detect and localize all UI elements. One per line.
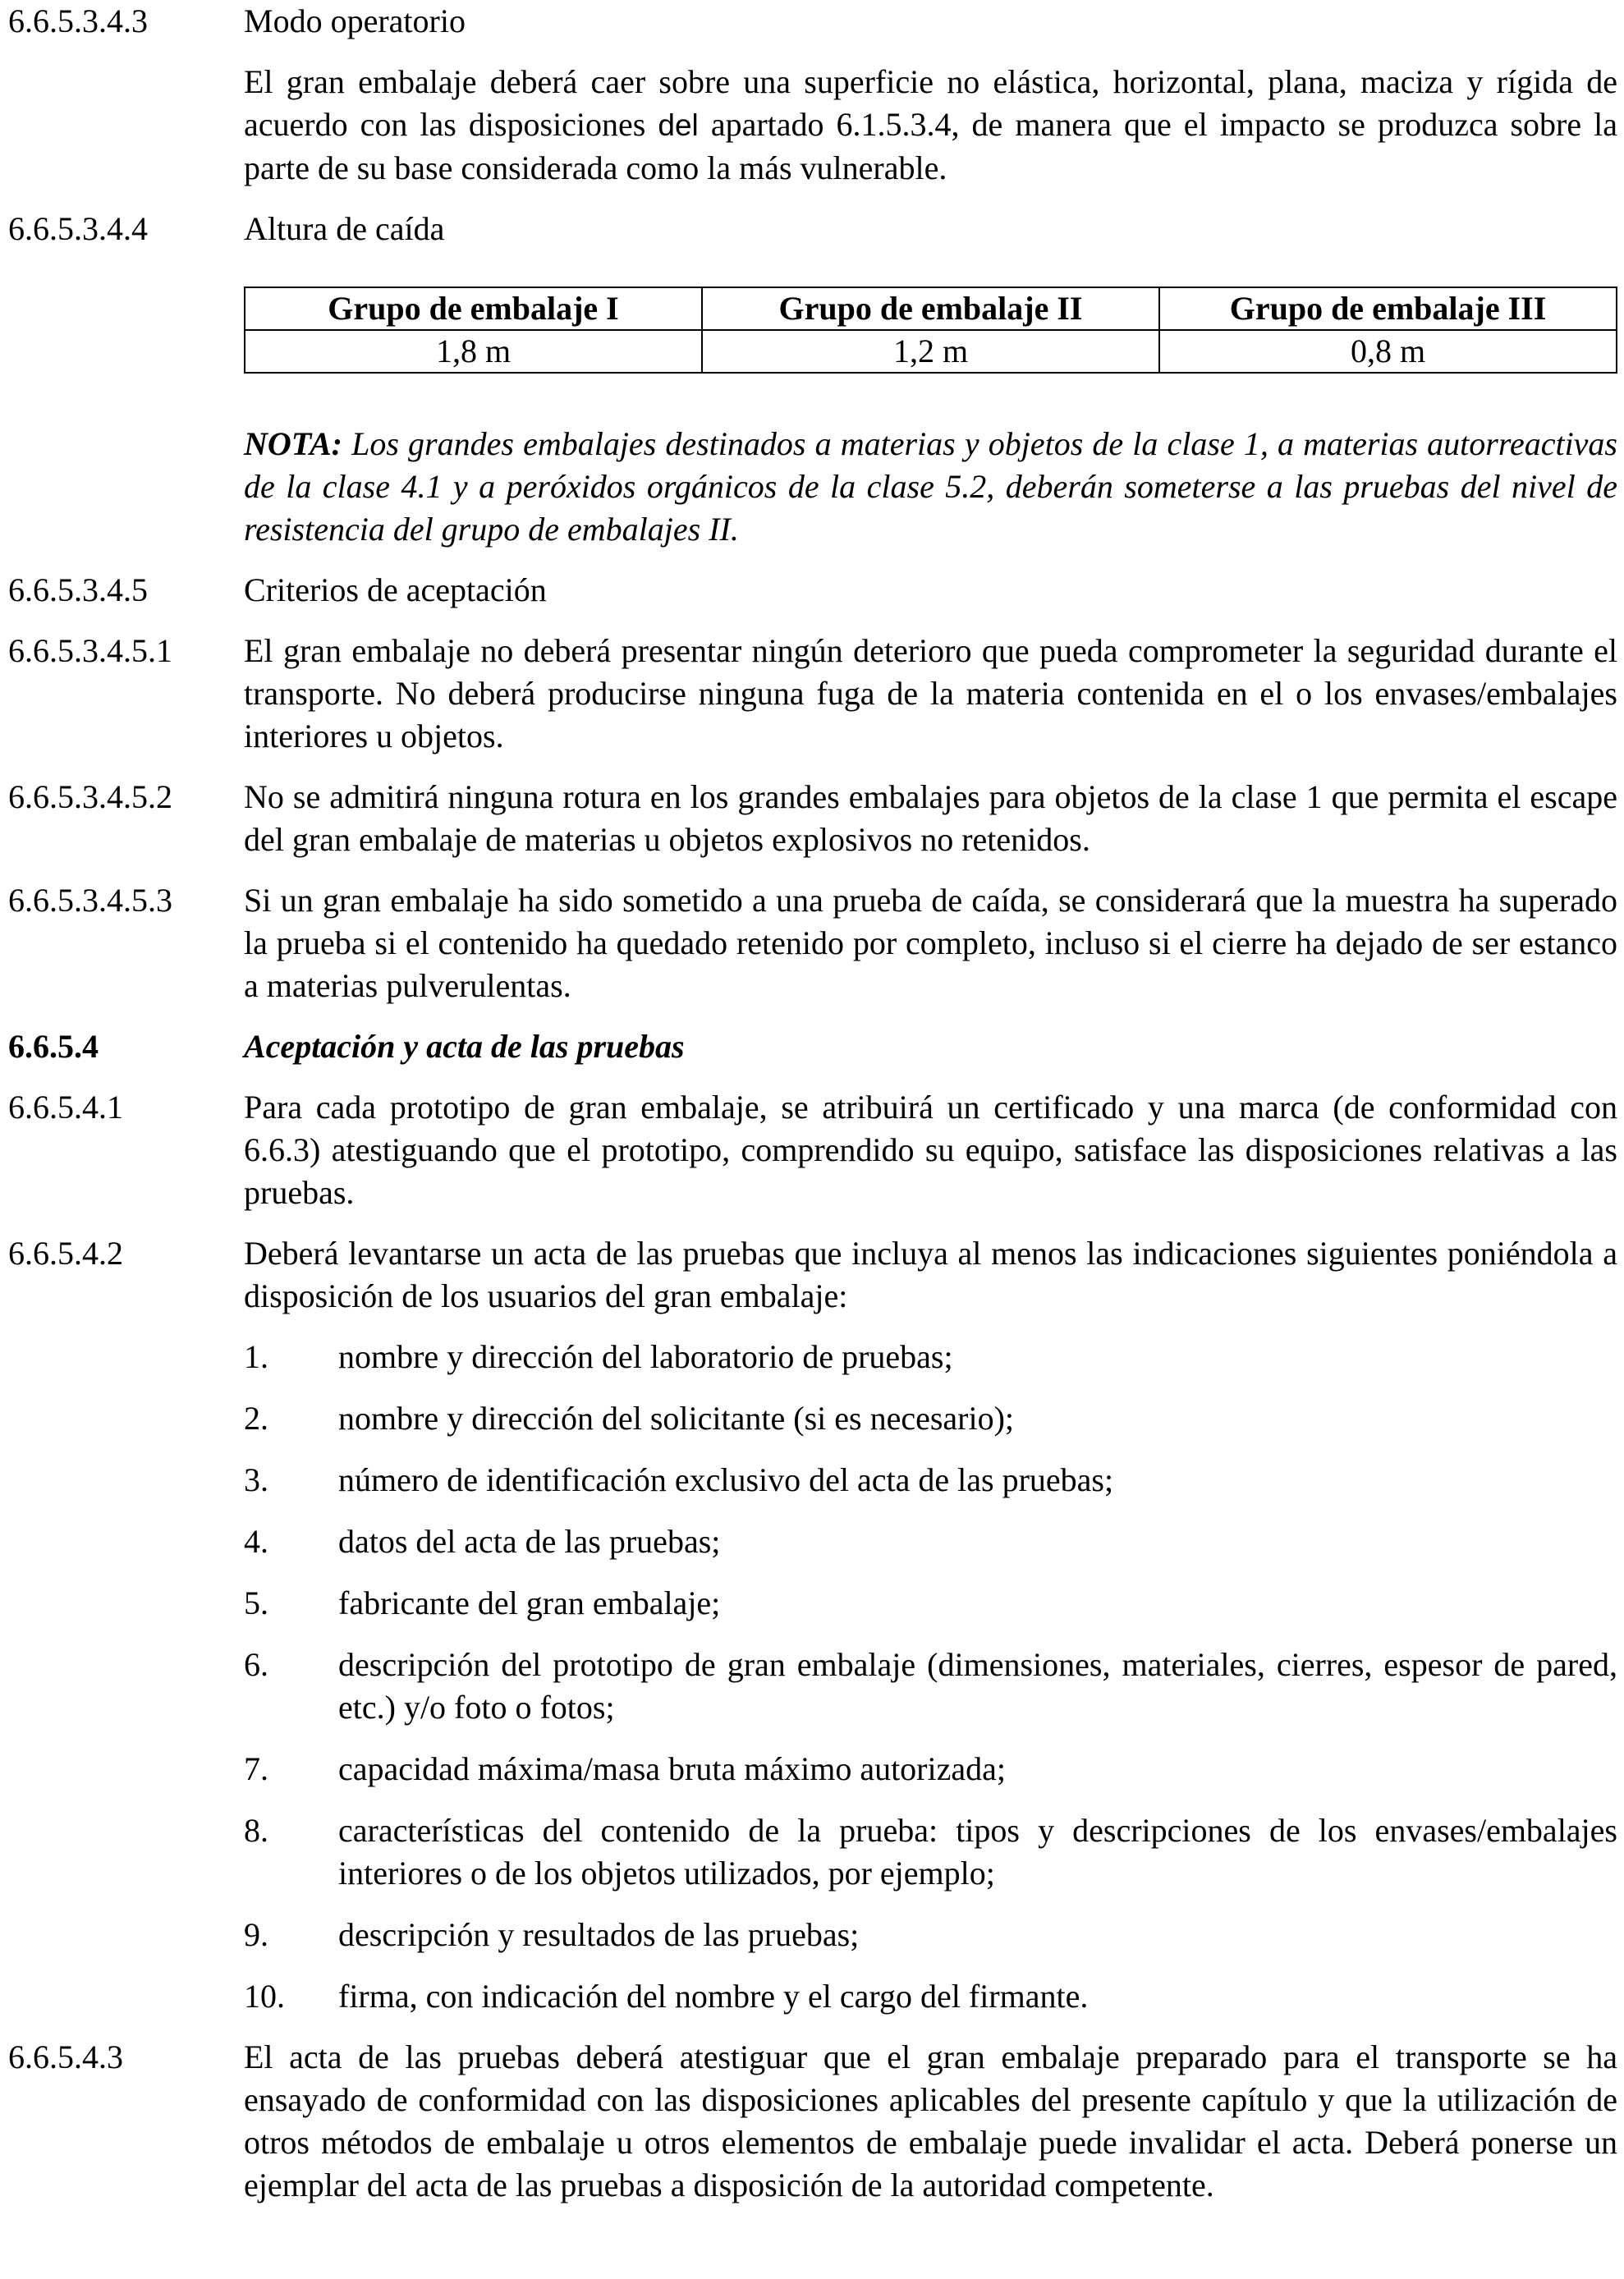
list-item (244, 1975, 1617, 2018)
list-number: 9. (244, 1916, 268, 1953)
paragraph-text-a: El gran embalaje deberá caer sobre una superficie no elástica, horizontal, plana, maciza y rígida de acuerdo con las disposiciones (244, 63, 1617, 143)
list-text: nombre y dirección del laboratorio de pruebas; (338, 1338, 953, 1375)
section-text: El gran embalaje no deberá presentar ningún deterioro que pueda comprometer la seguridad durante el transporte. No deberá producirse ninguna fuga de la materia contenida en el o los envases/embalajes interiores u objetos. (244, 632, 1617, 754)
document-page (8, 0, 1617, 2207)
list-item (244, 1582, 1617, 1625)
list-item (244, 1520, 1617, 1563)
table-header-cell: Grupo de embalaje III (1159, 287, 1617, 330)
list-number: 10. (244, 1978, 285, 2015)
drop-height-table (244, 287, 1617, 374)
section-6-6-5-3-4-4 (8, 208, 1617, 250)
section-6-6-5-4-1 (8, 1086, 1617, 1214)
note-text: Los grandes embalajes destinados a materias y objetos de la clase 1, a materias autorreactivas de la clase 4.1 y a peróxidos orgánicos de la clase 5.2, deberán someterse a las pruebas del nivel de resistencia del grupo de embalajes II. (244, 425, 1618, 548)
list-number: 7. (244, 1750, 268, 1787)
section-title: Modo operatorio (244, 2, 466, 39)
section-number: 6.6.5.3.4.4 (8, 210, 148, 247)
list-text: capacidad máxima/masa bruta máximo autorizada; (338, 1750, 1006, 1787)
list-text: fabricante del gran embalaje; (338, 1584, 721, 1621)
list-item (244, 1914, 1617, 1956)
list-item (244, 1748, 1617, 1791)
test-report-list (8, 1336, 1617, 2018)
table-cell: 1,2 m (702, 330, 1159, 373)
paragraph-drop-procedure (8, 61, 1617, 190)
section-text: Si un gran embalaje ha sido sometido a una prueba de caída, se considerará que la muestra ha superado la prueba si el contenido ha quedado retenido por completo, incluso si el cierre ha dejado de ser estanco a materias pulverulentas. (244, 882, 1617, 1004)
section-text: El acta de las pruebas deberá atestiguar que el gran embalaje preparado para el transporte se ha ensayado de conformidad con las disposiciones aplicables del presente capítulo y que la utilización de otros métodos de embalaje u otros elementos de embalaje puede invalidar el acta. Deberá ponerse un ejemplar del acta de las pruebas a disposición de la autoridad competente. (244, 2038, 1617, 2203)
section-number: 6.6.5.3.4.5.2 (8, 778, 172, 815)
list-text: descripción del prototipo de gran embalaje (dimensiones, materiales, cierres, espesor de pared, etc.) y/o foto o fotos; (338, 1646, 1617, 1726)
section-text: Para cada prototipo de gran embalaje, se atribuirá un certificado y una marca (de conformidad con 6.6.3) atestiguando que el prototipo, comprendido su equipo, satisface las disposiciones relativas a las pruebas. (244, 1089, 1617, 1211)
list-text: número de identificación exclusivo del acta de las pruebas; (338, 1461, 1114, 1498)
list-number: 4. (244, 1523, 268, 1560)
table-row (245, 330, 1617, 373)
section-6-6-5-3-4-3 (8, 0, 1617, 43)
note-label: NOTA: (244, 425, 342, 462)
section-6-6-5-4-2 (8, 1232, 1617, 1318)
table-cell: 1,8 m (245, 330, 702, 373)
list-text: nombre y dirección del solicitante (si es necesario); (338, 1400, 1015, 1437)
table-header-row (245, 287, 1617, 330)
section-title: Criterios de aceptación (244, 571, 547, 608)
section-number: 6.6.5.3.4.3 (8, 2, 148, 39)
table-header-cell: Grupo de embalaje I (245, 287, 702, 330)
list-number: 3. (244, 1461, 268, 1498)
list-number: 2. (244, 1400, 268, 1437)
list-number: 5. (244, 1584, 268, 1621)
section-number: 6.6.5.3.4.5.3 (8, 882, 172, 919)
list-item (244, 1459, 1617, 1502)
table-cell: 0,8 m (1159, 330, 1617, 373)
list-text: características del contenido de la prueba: tipos y descripciones de los envases/embalajes interiores o de los objetos utilizados, por ejemplo; (338, 1812, 1617, 1892)
list-text: descripción y resultados de las pruebas; (338, 1916, 860, 1953)
section-title: Altura de caída (244, 210, 445, 247)
section-number: 6.6.5.3.4.5 (8, 571, 148, 608)
section-6-6-5-3-4-5 (8, 569, 1617, 612)
section-title: Aceptación y acta de las pruebas (244, 1028, 685, 1065)
list-text: datos del acta de las pruebas; (338, 1523, 721, 1560)
section-text: No se admitirá ninguna rotura en los grandes embalajes para objetos de la clase 1 que permita el escape del gran embalaje de materias u objetos explosivos no retenidos. (244, 778, 1617, 858)
list-item (244, 1809, 1617, 1895)
list-number: 1. (244, 1338, 268, 1375)
section-text: Deberá levantarse un acta de las pruebas que incluya al menos las indicaciones siguientes poniéndola a disposición de los usuarios del gran embalaje: (244, 1235, 1617, 1314)
list-text: firma, con indicación del nombre y el cargo del firmante. (338, 1978, 1089, 2015)
section-number: 6.6.5.4 (8, 1028, 99, 1065)
list-item (244, 1336, 1617, 1378)
note-paragraph (8, 423, 1617, 551)
paragraph-text-b: apartado 6.1.5.3.4, de manera que el impacto se produzca sobre la parte de su base considerada como la más vulnerable. (244, 106, 1618, 186)
section-6-6-5-3-4-5-2 (8, 776, 1617, 861)
table-header-cell: Grupo de embalaje II (702, 287, 1159, 330)
section-number: 6.6.5.4.3 (8, 2038, 123, 2075)
list-item (244, 1397, 1617, 1440)
section-number: 6.6.5.4.2 (8, 1235, 123, 1272)
section-6-6-5-3-4-5-3 (8, 879, 1617, 1007)
section-number: 6.6.5.4.1 (8, 1089, 123, 1126)
section-6-6-5-3-4-5-1 (8, 630, 1617, 758)
list-number: 8. (244, 1812, 268, 1849)
section-6-6-5-4 (8, 1025, 1617, 1068)
list-number: 6. (244, 1646, 268, 1683)
paragraph-text-del: del (658, 108, 699, 142)
list-item (244, 1644, 1617, 1729)
section-number: 6.6.5.3.4.5.1 (8, 632, 172, 669)
section-6-6-5-4-3 (8, 2036, 1617, 2207)
